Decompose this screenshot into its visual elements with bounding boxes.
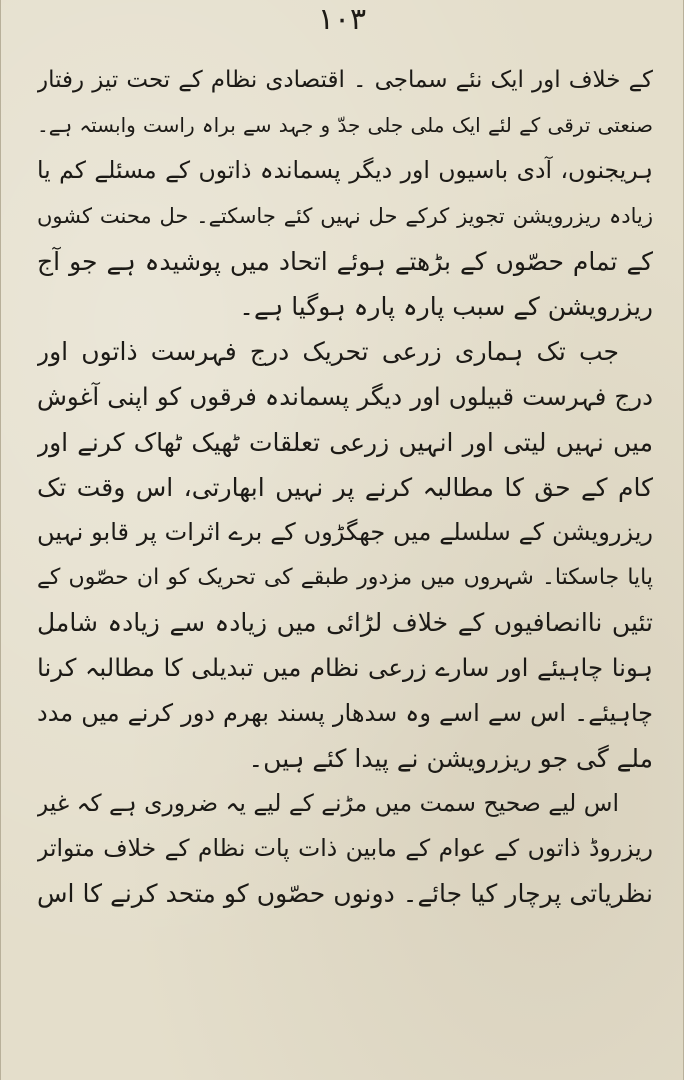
text-line: درج فہرست قبیلوں اور دیگر پسماندہ فرقوں کو اپنی آغوش xyxy=(37,382,653,412)
text-line: جب تک ہماری زرعی تحریک درج فہرست ذاتوں اور xyxy=(37,337,619,367)
text-line: ہریجنوں، آدی باسیوں اور دیگر پسماندہ ذاتوں کے مسئلے کم یا xyxy=(37,156,653,185)
text-line: اس لیے صحیح سمت میں مڑنے کے لیے یہ ضروری ہے کہ غیر xyxy=(37,789,619,817)
text-line: ملے گی جو ریزرویشن نے پیدا کئے ہیں۔ xyxy=(248,743,653,773)
text-line: کے تمام حصّوں کے بڑھتے ہوئے اتحاد میں پوشیدہ ہے جو آج xyxy=(37,246,653,276)
body-text xyxy=(37,58,653,917)
text-line: کے خلاف اور ایک نئے سماجی ۔ اقتصادی نظام کے تحت تیز رفتار xyxy=(37,67,653,93)
text-line: صنعتی ترقی کے لئے ایک ملی جلی جدّ و جہد سے براہ راست وابستہ ہے۔ xyxy=(37,113,653,138)
text-line: ہونا چاہیئے اور سارے زرعی نظام میں تبدیلی کا مطالبہ کرنا xyxy=(37,653,653,683)
text-line: چاہیئے۔ اس سے اسے وہ سدھار پسند بھرم دور کرنے میں مدد xyxy=(37,698,653,727)
text-line: زیادہ ریزرویشن تجویز کرکے حل نہیں کئے جاسکتے۔ حل محنت کشوں xyxy=(37,203,653,228)
text-line: ریزرویشن کے سلسلے میں جھگڑوں کے برے اثرات پر قابو نہیں xyxy=(37,517,653,546)
page-number: ۱۰۳ xyxy=(317,2,367,37)
text-line: پایا جاسکتا۔ شہروں میں مزدور طبقے کی تحریک کو ان حصّوں کے xyxy=(37,565,653,591)
text-line: میں نہیں لیتی اور انہیں زرعی تعلقات ٹھیک ٹھاک کرنے اور xyxy=(37,427,653,457)
text-line: تئیں ناانصافیوں کے خلاف لڑائی میں زیادہ سے زیادہ شامل xyxy=(37,608,653,638)
text-line: کام کے حق کا مطالبہ کرنے پر نہیں ابھارتی، اس وقت تک xyxy=(37,472,653,502)
text-line: نظریاتی پرچار کیا جائے۔ دونوں حصّوں کو متحد کرنے کا اس xyxy=(37,879,653,909)
text-line: ریزروڈ ذاتوں کے عوام کے مابین ذات پات نظام کے خلاف متواتر xyxy=(37,834,653,863)
text-line: ریزرویشن کے سبب پارہ پارہ ہوگیا ہے۔ xyxy=(239,291,653,321)
